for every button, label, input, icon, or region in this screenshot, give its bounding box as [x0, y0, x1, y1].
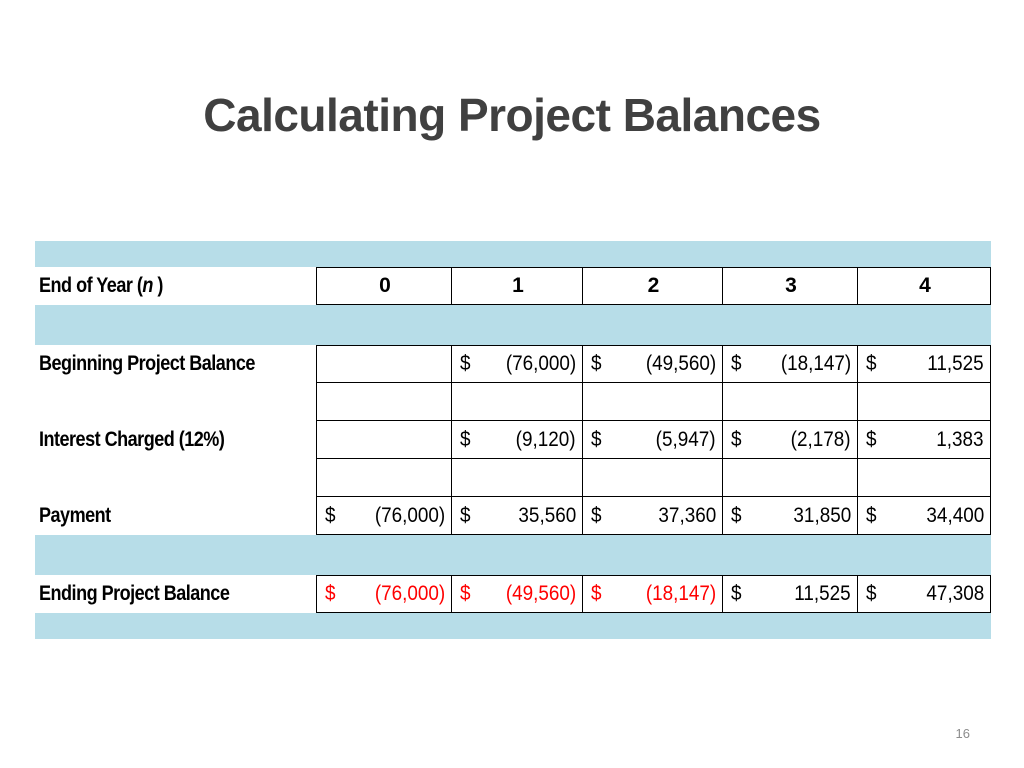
value-cell [722, 497, 858, 535]
header-label-prefix: End of Year ( [39, 274, 143, 297]
currency-symbol: $ [591, 427, 602, 451]
row-label-text: Payment [39, 504, 111, 527]
currency-symbol: $ [460, 582, 471, 605]
value-cell [857, 497, 991, 535]
table-band-bottom [35, 613, 991, 639]
value-cell [451, 345, 583, 383]
row-label [35, 421, 317, 459]
value-cell [722, 345, 858, 383]
table-row [35, 345, 991, 383]
value-cell [582, 497, 723, 535]
currency-symbol: $ [731, 352, 742, 375]
currency-symbol: $ [325, 503, 336, 527]
empty-cell [722, 383, 858, 421]
amount: (49,560) [645, 352, 716, 375]
slide-title: Calculating Project Balances [203, 89, 821, 141]
amount: (5,947) [656, 427, 716, 451]
amount: (9,120) [516, 427, 576, 451]
value-cell [722, 421, 858, 459]
currency-symbol: $ [591, 352, 602, 375]
header-row [35, 267, 991, 305]
amount: (76,000) [374, 582, 445, 605]
header-year-cell: 4 [857, 267, 991, 305]
value-cell [722, 575, 858, 613]
amount: 11,525 [927, 352, 984, 375]
value-cell [316, 421, 452, 459]
row-label-empty [35, 459, 317, 497]
currency-symbol: $ [460, 427, 471, 451]
header-year-cell: 0 [316, 267, 452, 305]
currency-symbol: $ [866, 427, 877, 451]
currency-symbol: $ [591, 582, 602, 605]
value-cell [451, 575, 583, 613]
value-cell [451, 421, 583, 459]
amount: (49,560) [505, 582, 576, 605]
empty-cell [451, 459, 583, 497]
value-cell [582, 575, 723, 613]
value-cell [857, 575, 991, 613]
amount: (76,000) [505, 352, 576, 375]
value-cell [582, 421, 723, 459]
currency-symbol: $ [731, 582, 742, 605]
header-year-cell: 3 [722, 267, 858, 305]
row-label [35, 497, 317, 535]
table-row [35, 575, 991, 613]
project-balance-table [35, 241, 991, 639]
amount: 47,308 [926, 582, 984, 605]
value-cell [451, 497, 583, 535]
header-label-text [39, 274, 163, 298]
value-cell [857, 421, 991, 459]
empty-cell [857, 459, 991, 497]
header-year-cell: 2 [582, 267, 723, 305]
row-label [35, 345, 317, 383]
empty-cell [316, 383, 452, 421]
amount: 11,525 [794, 582, 851, 605]
header-label-var: n [142, 274, 153, 297]
table-row [35, 497, 991, 535]
table-band-top [35, 241, 991, 267]
table-spacer-row [35, 459, 991, 497]
value-cell [316, 345, 452, 383]
currency-symbol: $ [866, 503, 877, 527]
page-number: 16 [955, 726, 970, 741]
table-band-spacer [35, 305, 991, 345]
value-cell [857, 345, 991, 383]
empty-cell [857, 383, 991, 421]
amount: 34,400 [926, 503, 984, 527]
empty-cell [316, 459, 452, 497]
header-label [35, 267, 317, 305]
table-row [35, 421, 991, 459]
amount: (76,000) [374, 503, 445, 527]
amount: (2,178) [791, 427, 851, 451]
table-band-spacer [35, 535, 991, 575]
currency-symbol: $ [591, 503, 602, 527]
row-label-text: Ending Project Balance [39, 582, 230, 605]
row-label [35, 575, 317, 613]
currency-symbol: $ [866, 352, 877, 375]
currency-symbol: $ [460, 352, 471, 375]
empty-cell [451, 383, 583, 421]
amount: 37,360 [658, 503, 716, 527]
row-label-text: Interest Charged (12%) [39, 428, 225, 451]
amount: (18,147) [645, 582, 716, 605]
header-label-suffix: ) [152, 274, 163, 297]
empty-cell [582, 383, 723, 421]
row-label-text: Beginning Project Balance [39, 352, 255, 375]
amount: 31,850 [793, 503, 851, 527]
currency-symbol: $ [731, 503, 742, 527]
currency-symbol: $ [325, 582, 336, 605]
row-label-empty [35, 383, 317, 421]
currency-symbol: $ [460, 503, 471, 527]
amount: 1,383 [936, 427, 984, 451]
amount: (18,147) [780, 352, 851, 375]
table-spacer-row [35, 383, 991, 421]
value-cell [582, 345, 723, 383]
currency-symbol: $ [866, 582, 877, 605]
value-cell [316, 497, 452, 535]
amount: 35,560 [518, 503, 576, 527]
value-cell [316, 575, 452, 613]
empty-cell [582, 459, 723, 497]
header-year-cell: 1 [451, 267, 583, 305]
currency-symbol: $ [731, 427, 742, 451]
empty-cell [722, 459, 858, 497]
